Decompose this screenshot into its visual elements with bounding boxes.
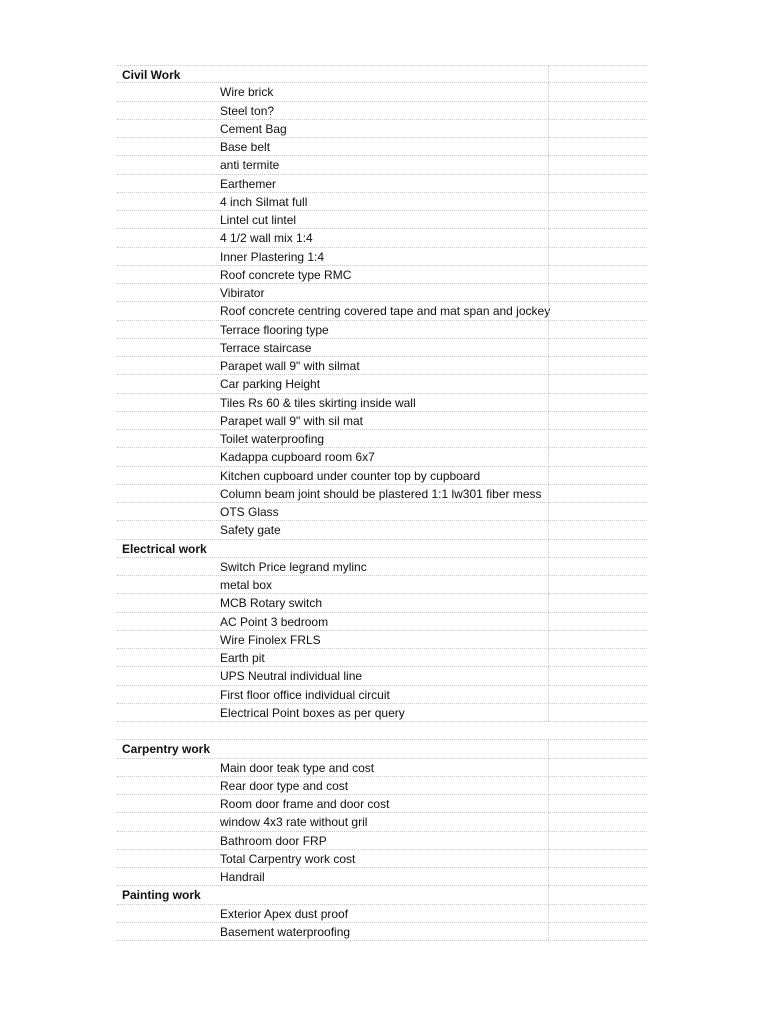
- item-row: [117, 302, 647, 320]
- item-row: [117, 394, 647, 412]
- item-row: [117, 777, 647, 795]
- item-label: Roof concrete centring covered tape and mat span and jockey: [220, 304, 551, 319]
- item-row: [117, 102, 647, 120]
- item-label: Cement Bag: [220, 121, 287, 136]
- item-row: [117, 120, 647, 138]
- item-row: [117, 558, 647, 576]
- item-row: [117, 339, 647, 357]
- item-label: Electrical Point boxes as per query: [220, 705, 405, 720]
- item-label: OTS Glass: [220, 505, 279, 519]
- item-label: Terrace flooring type: [220, 322, 329, 337]
- item-label: Parapet wall 9" with sil mat: [220, 413, 363, 428]
- item-label: Column beam joint should be plastered 1:1 lw301 fiber mess: [220, 486, 542, 501]
- item-label: 4 1/2 wall mix 1:4: [220, 231, 313, 246]
- item-row: [117, 649, 647, 667]
- item-label: Basement waterproofing: [220, 924, 351, 939]
- item-row: [117, 686, 647, 704]
- spreadsheet: [117, 65, 647, 941]
- category-row: [117, 740, 647, 758]
- item-label: Safety gate: [220, 523, 281, 538]
- item-label: window 4x3 rate without gril: [220, 815, 368, 830]
- item-row: [117, 667, 647, 685]
- item-row: [117, 813, 647, 831]
- item-label: Earth pit: [220, 651, 265, 665]
- item-label: Steel ton?: [220, 103, 275, 118]
- item-label: 4 inch Silmat full: [220, 194, 308, 209]
- item-label: Total Carpentry work cost: [220, 851, 356, 866]
- item-label: Bathroom door FRP: [220, 833, 327, 848]
- item-label: Wire brick: [220, 85, 274, 100]
- item-row: [117, 923, 647, 941]
- item-row: [117, 175, 647, 193]
- item-row: [117, 375, 647, 393]
- item-label: metal box: [220, 578, 273, 592]
- item-label: First floor office individual circuit: [220, 687, 390, 702]
- item-label: Wire Finolex FRLS: [220, 632, 321, 647]
- blank-row: [117, 722, 647, 740]
- item-label: Handrail: [220, 870, 265, 884]
- item-row: [117, 266, 647, 284]
- item-row: [117, 467, 647, 485]
- item-row: [117, 156, 647, 174]
- category-label: Carpentry work: [122, 742, 211, 757]
- item-row: [117, 193, 647, 211]
- item-row: [117, 430, 647, 448]
- item-row: [117, 211, 647, 229]
- item-row: [117, 521, 647, 539]
- item-label: anti termite: [220, 158, 280, 173]
- item-row: [117, 759, 647, 777]
- item-row: [117, 576, 647, 594]
- item-row: [117, 631, 647, 649]
- item-label: Earthemer: [220, 176, 277, 191]
- item-row: [117, 613, 647, 631]
- item-row: [117, 284, 647, 302]
- category-label: Electrical work: [122, 541, 207, 556]
- item-label: Exterior Apex dust proof: [220, 906, 349, 921]
- item-label: Switch Price legrand mylinc: [220, 559, 367, 574]
- item-label: Parapet wall 9" with silmat: [220, 359, 360, 373]
- item-row: [117, 503, 647, 521]
- item-label: Terrace staircase: [220, 340, 312, 355]
- category-row: [117, 540, 647, 558]
- item-row: [117, 594, 647, 612]
- item-label: AC Point 3 bedroom: [220, 614, 329, 629]
- item-label: Kitchen cupboard under counter top by cupboard: [220, 468, 481, 483]
- item-row: [117, 83, 647, 101]
- item-label: Car parking Height: [220, 377, 321, 392]
- item-row: [117, 412, 647, 430]
- category-label: Painting work: [122, 888, 201, 903]
- item-row: [117, 850, 647, 868]
- item-row: [117, 448, 647, 466]
- item-label: Toilet waterproofing: [220, 432, 325, 446]
- item-label: Rear door type and cost: [220, 778, 349, 793]
- item-row: [117, 229, 647, 247]
- item-label: UPS Neutral individual line: [220, 669, 363, 684]
- item-label: Tiles Rs 60 & tiles skirting inside wall: [220, 395, 416, 410]
- item-label: MCB Rotary switch: [220, 596, 323, 611]
- item-row: [117, 795, 647, 813]
- item-label: Base belt: [220, 140, 271, 154]
- item-label: Inner Plastering 1:4: [220, 249, 325, 264]
- item-row: [117, 868, 647, 886]
- item-row: [117, 321, 647, 339]
- item-row: [117, 704, 647, 722]
- item-label: Vibirator: [220, 286, 265, 300]
- item-row: [117, 905, 647, 923]
- item-row: [117, 832, 647, 850]
- item-row: [117, 138, 647, 156]
- item-label: Roof concrete type RMC: [220, 267, 352, 282]
- item-row: [117, 485, 647, 503]
- item-label: Lintel cut lintel: [220, 213, 297, 227]
- category-row: [117, 65, 647, 83]
- category-label: Civil Work: [122, 68, 181, 82]
- item-label: Room door frame and door cost: [220, 797, 390, 811]
- item-label: Kadappa cupboard room 6x7: [220, 450, 375, 465]
- item-row: [117, 248, 647, 266]
- item-label: Main door teak type and cost: [220, 760, 375, 775]
- category-row: [117, 886, 647, 904]
- item-row: [117, 357, 647, 375]
